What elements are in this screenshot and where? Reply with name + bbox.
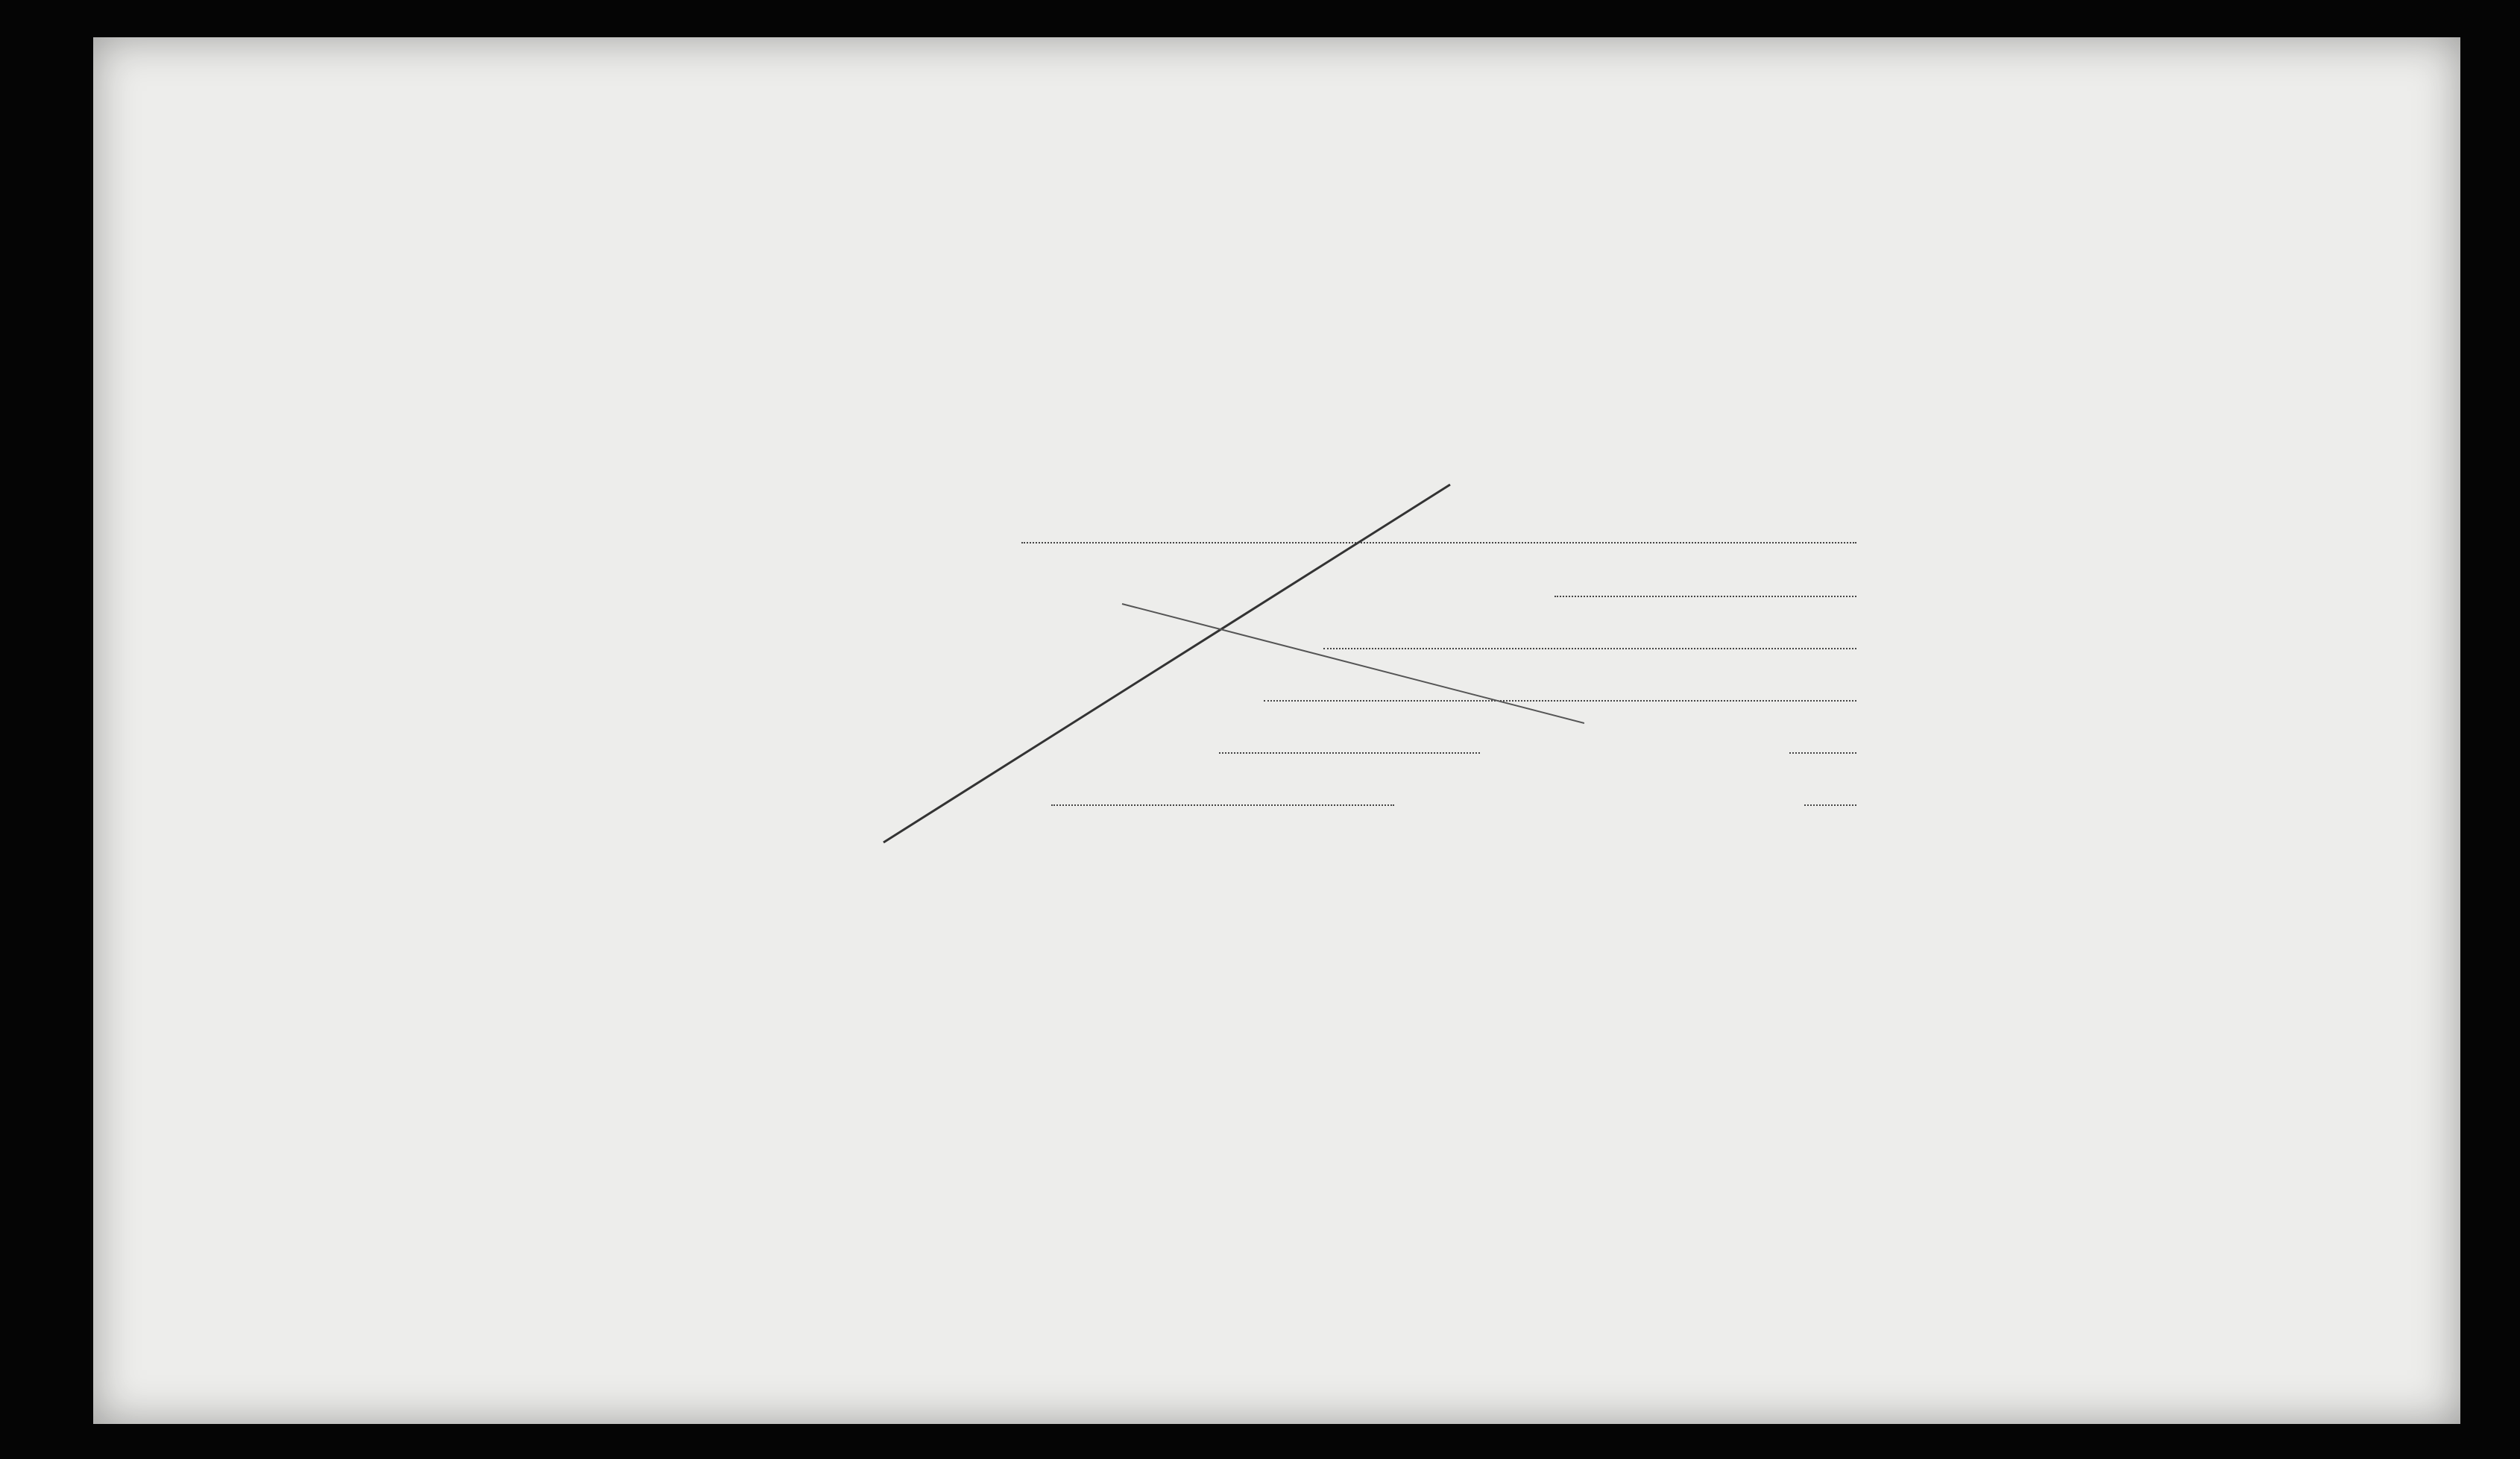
fill-line [1789,752,1856,754]
fill-line [1554,596,1856,597]
fill-line [1804,804,1856,806]
census-card [93,37,2460,1424]
cross-out-stroke [839,455,1584,872]
